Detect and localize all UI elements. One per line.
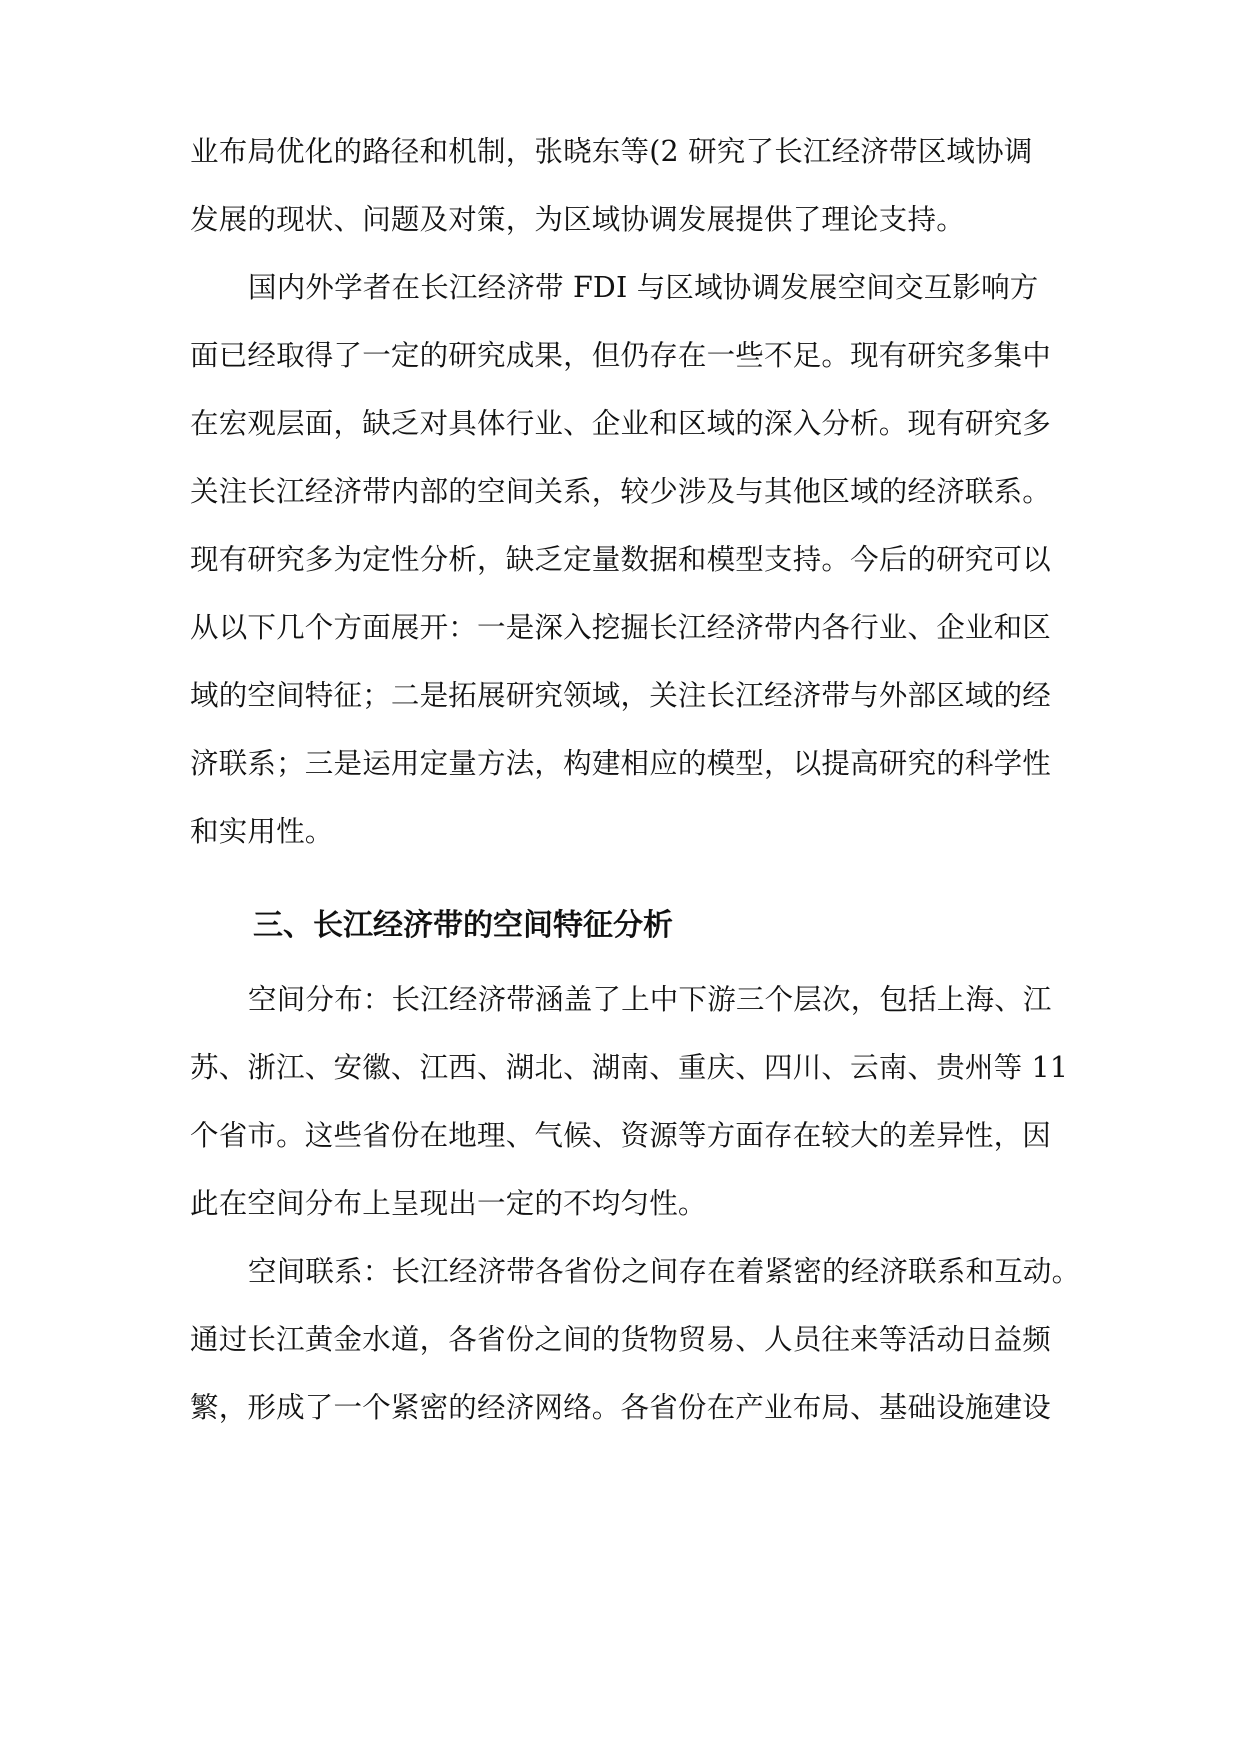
paragraph-3-line-3: 个省市。这些省份在地理、气候、资源等方面存在较大的差异性，因	[190, 1119, 1052, 1152]
paragraph-3-line-2: 苏、浙江、安徽、江西、湖北、湖南、重庆、四川、云南、贵州等 11	[190, 1051, 1069, 1084]
paragraph-2-line-7: 域的空间特征；二是拓展研究领域，关注长江经济带与外部区域的经	[190, 679, 1052, 712]
paragraph-3-line-1: 空间分布：长江经济带涵盖了上中下游三个层次，包括上海、江	[248, 983, 1052, 1016]
paragraph-2-line-4: 关注长江经济带内部的空间关系，较少涉及与其他区域的经济联系。	[190, 475, 1052, 508]
paragraph-1-line-1: 业布局优化的路径和机制，张晓东等(2 研究了长江经济带区域协调	[190, 135, 1033, 168]
paragraph-2-line-8: 济联系；三是运用定量方法，构建相应的模型，以提高研究的科学性	[190, 747, 1052, 780]
paragraph-2-line-3: 在宏观层面，缺乏对具体行业、企业和区域的深入分析。现有研究多	[190, 407, 1052, 440]
section-heading: 三、长江经济带的空间特征分析	[253, 908, 673, 943]
paragraph-1-line-2: 发展的现状、问题及对策，为区域协调发展提供了理论支持。	[190, 203, 965, 236]
paragraph-2-line-1: 国内外学者在长江经济带 FDI 与区域协调发展空间交互影响方	[248, 271, 1039, 304]
paragraph-4-line-2: 通过长江黄金水道，各省份之间的货物贸易、人员往来等活动日益频	[190, 1323, 1052, 1356]
paragraph-4-line-3: 繁，形成了一个紧密的经济网络。各省份在产业布局、基础设施建设	[190, 1391, 1052, 1424]
paragraph-2-line-5: 现有研究多为定性分析，缺乏定量数据和模型支持。今后的研究可以	[190, 543, 1052, 576]
paragraph-2-line-6: 从以下几个方面展开：一是深入挖掘长江经济带内各行业、企业和区	[190, 611, 1052, 644]
paragraph-4-line-1: 空间联系：长江经济带各省份之间存在着紧密的经济联系和互动。	[248, 1255, 1081, 1288]
paragraph-2-line-2: 面已经取得了一定的研究成果，但仍存在一些不足。现有研究多集中	[190, 339, 1052, 372]
paragraph-3-line-4: 此在空间分布上呈现出一定的不均匀性。	[190, 1187, 707, 1220]
paragraph-2-line-9: 和实用性。	[190, 815, 334, 848]
